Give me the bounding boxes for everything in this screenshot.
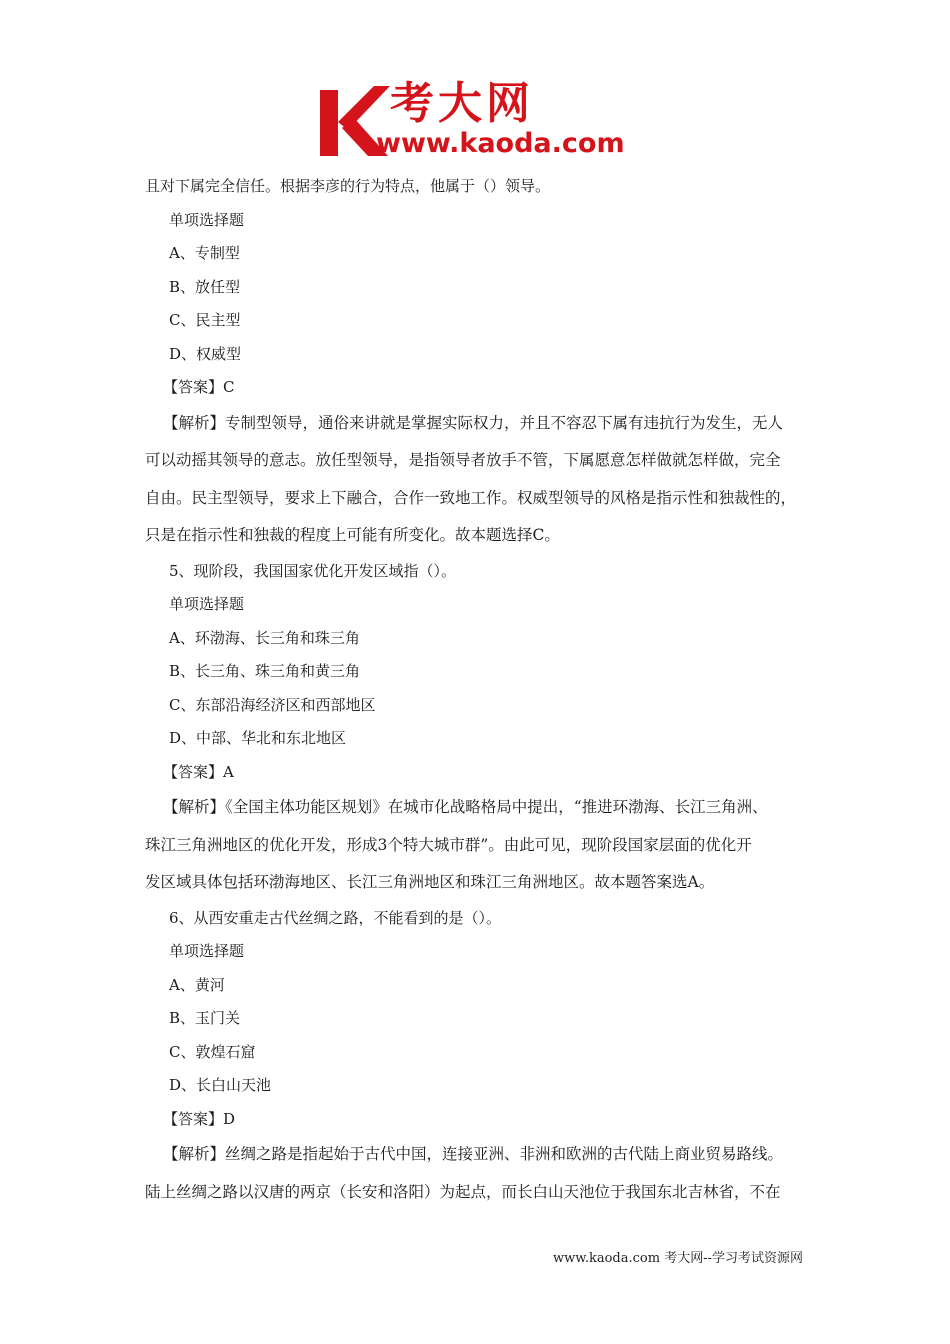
q6-explanation-line: 【解析】丝绸之路是指起始于古代中国，连接亚洲、非洲和欧洲的古代陆上商业贸易路线。: [163, 1145, 784, 1163]
q5-option-b: B、长三角、珠三角和黄三角: [169, 662, 361, 680]
q4-stem-tail: 且对下属完全信任。根据李彦的行为特点，他属于（）领导。: [145, 177, 551, 195]
q6-explanation: [145, 1136, 815, 1211]
q4-type: 单项选择题: [169, 210, 245, 229]
q4-option-a: A、专制型: [169, 244, 240, 262]
logo-url: www.kaoda.com: [376, 128, 625, 159]
q5-explanation-line: 珠江三角洲地区的优化开发，形成3个特大城市群”。由此可见，现阶段国家层面的优化开: [145, 835, 752, 854]
q5-option-d: D、中部、华北和东北地区: [169, 729, 347, 747]
q6-option-a: A、黄河: [169, 975, 225, 994]
q4-option-d: D、权威型: [169, 344, 242, 363]
q4-explanation-line: 可以动摇其领导的意志。放任型领导，是指领导者放手不管，下属愿意怎样做就怎样做，完全: [145, 451, 781, 469]
kaoda-logo: [318, 78, 640, 162]
question-content: [145, 170, 815, 1211]
q5-explanation: [145, 789, 815, 902]
q6-type: 单项选择题: [169, 942, 245, 960]
q5-stem: 5、现阶段，我国国家优化开发区域指（）。: [169, 561, 457, 580]
q6-option-b: B、玉门关: [169, 1009, 241, 1027]
q6-option-d: D、长白山天池: [169, 1076, 272, 1094]
page-footer: www.kaoda.com 考大网--学习考试资源网: [553, 1251, 803, 1266]
q5-option-c: C、东部沿海经济区和西部地区: [169, 695, 376, 714]
q5-explanation-line: 【解析】《全国主体功能区规划》在城市化战略格局中提出，“推进环渤海、长江三角洲、: [163, 798, 768, 816]
q4-explanation-line: 【解析】专制型领导，通俗来讲就是掌握实际权力，并且不容忍下属有违抗行为发生，无人: [163, 413, 784, 432]
q6-option-c: C、敦煌石窟: [169, 1042, 256, 1061]
q5-explanation-line: 发区域具体包括环渤海地区、长江三角洲地区和珠江三角洲地区。故本题答案选A。: [145, 873, 715, 891]
q4-answer: 【答案】C: [163, 378, 235, 396]
q5-option-a: A、环渤海、长三角和珠三角: [169, 628, 360, 647]
q4-option-c: C、民主型: [169, 311, 241, 329]
q5-answer: 【答案】A: [163, 762, 234, 781]
q4-explanation-line: 只是在指示性和独裁的程度上可能有所变化。故本题选择C。: [145, 526, 560, 544]
q6-stem: 6、从西安重走古代丝绸之路，不能看到的是（）。: [169, 908, 502, 927]
q5-type: 单项选择题: [169, 595, 245, 613]
q4-explanation-line: 自由。民主型领导，要求上下融合，合作一致地工作。权威型领导的风格是指示性和独裁性的，: [145, 488, 797, 507]
logo-chinese-name: 考大网: [390, 78, 534, 129]
q4-explanation: [145, 405, 815, 555]
q6-answer: 【答案】D: [163, 1109, 236, 1128]
q4-option-b: B、放任型: [169, 277, 241, 296]
q6-explanation-line: 陆上丝绸之路以汉唐的两京（长安和洛阳）为起点，而长白山天池位于我国东北吉林省，不在: [145, 1182, 781, 1201]
